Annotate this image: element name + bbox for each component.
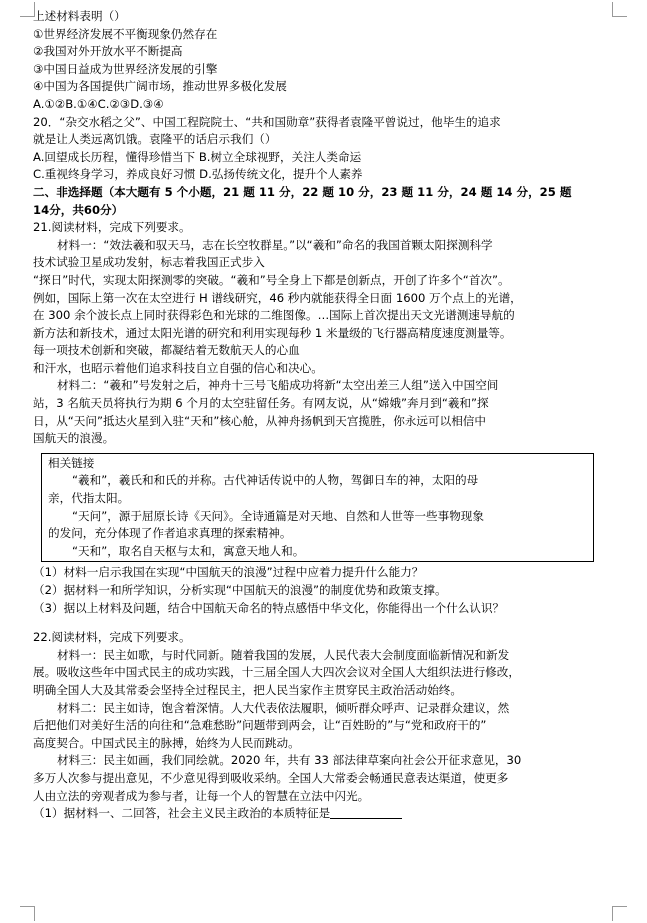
q22-title: 22.阅读材料，完成下列要求。 (33, 630, 191, 645)
q21-question: （2）据材料一和所学知识，分析实现“中国航天的浪漫”的制度优势和政策支撑。 (33, 583, 447, 597)
exam-content (33, 8, 613, 823)
q22-question (33, 805, 613, 823)
related-links-title: 相关链接 (48, 455, 95, 470)
q19-answers: A.①②B.①④C.②③D.③④ (33, 96, 164, 111)
q21-question: （3）据以上材料及问题，结合中国航天命名的特点感悟中华文化，你能得出一个什么认识？ (33, 600, 505, 615)
q21-material2-line: 国航天的浪漫。 (33, 431, 115, 446)
q21-title: 21.阅读材料，完成下列要求。 (33, 220, 191, 235)
section-heading: 14分，共60分） (33, 202, 124, 217)
q22-material1-line: 展。吸收这些年中国式民主的成功实践，十三届全国人大四次会议对全国人大组织法进行修改， (33, 665, 520, 680)
q19-stem: 上述材料表明（） (33, 9, 126, 23)
q19-option: ①世界经济发展不平衡现象仍然存在 (33, 26, 218, 41)
q19-option: ②我国对外开放水平不断提高 (33, 44, 183, 59)
q21-material2-line: 日，从“天问”抵达火星到入驻“天和”核心舱，从神舟扬帆到天宫揽胜，你永远可以相信中 (33, 413, 486, 428)
q21-material2-line: 站，3 名航天员将执行为期 6 个月的太空驻留任务。有网友说，从“嫦娥”奔月到“羲和”探 (33, 396, 489, 411)
section-heading: 二、非选择题（本大题有 5 个小题，21 题 11 分，22 题 10 分，23 题 11 分，24 题 14 分，25 题 (33, 184, 572, 199)
q21-material1-line: 在 300 余个波长点上同时获得彩色和光球的二维图像。…国际上首次提出天文光谱测速导航的 (33, 308, 515, 323)
related-links-line: 的发问，充分体现了作者追求真理的探索精神。 (48, 526, 292, 541)
q21-material1-line: 每一项技术创新和突破，都凝结着无数航天人的心血 (33, 343, 300, 358)
q20-option: A.回望成长历程，懂得珍惜当下 B.树立全球视野，关注人类命运 (33, 149, 362, 164)
q22-material2-line: 后把他们对美好生活的向往和“急难愁盼”问题带到两会，让“百姓盼的”与“党和政府干的” (33, 718, 487, 733)
q22-material2-line: 高度契合。中国式民主的脉搏，始终为人民而跳动。 (33, 735, 300, 750)
related-links-box (41, 453, 594, 563)
q22-material3-line: 多万人次参与提出意见，不少意见得到吸收采纳。全国人大常委会畅通民意表达渠道，使更多 (33, 770, 509, 785)
q21-material1-line: 材料一：“效法羲和驭天马，志在长空牧群星。”以“羲和”命名的我国首颗太阳探测科学 (57, 237, 493, 252)
q22-material1-line: 明确全国人大及其常委会坚持全过程民主，把人民当家作主贯穿民主政治活动始终。 (33, 682, 462, 697)
q19-option: ③中国日益成为世界经济发展的引擎 (33, 61, 218, 76)
q22-material1-line: 材料一：民主如歌，与时代同新。随着我国的发展，人民代表大会制度面临新情况和新发 (57, 647, 510, 662)
q21-material1-line: 和汗水，也昭示着他们追求科技自立自强的信心和决心。 (33, 360, 323, 375)
q22-question-text: （1）据材料一、二回答，社会主义民主政治的本质特征是 (33, 806, 331, 821)
q19-option: ④中国为各国提供广阔市场，推动世界多极化发展 (33, 79, 287, 94)
q22-material3-line: 材料三：民主如画，我们同绘就。2020 年，共有 33 部法律草案向社会公开征求意见，30 (57, 753, 522, 768)
q21-material1-line: 例如，国际上第一次在太空进行 H 谱线研究，46 秒内就能获得全日面 1600 万个点上的光谱， (33, 290, 522, 305)
related-links-line: “天和”，取名自天枢与太和，寓意天地人和。 (72, 543, 305, 558)
crop-mark-top-right (612, 2, 627, 17)
q21-material1-line: 技术试验卫星成功发射，标志着我国正式步入 (33, 255, 265, 270)
crop-mark-bottom-right (612, 906, 627, 921)
related-links-line: 亲，代指太阳。 (48, 491, 130, 506)
q21-material1-line: “探日”时代，实现太阳探测零的突破。“羲和”号全身上下都是创新点，开创了许多个“首次”。 (33, 272, 510, 287)
crop-mark-bottom-left (20, 906, 35, 921)
q21-material1-line: 新方法和新技术，通过太阳光谱的研究和利用实现每秒 1 米量级的飞行器高精度速度测量等。 (33, 325, 512, 340)
q21-question: （1）材料一启示我国在实现“中国航天的浪漫”过程中应着力提升什么能力？ (33, 565, 424, 580)
q21-material2-line: 材料二：“羲和”号发射之后，神舟十三号飞船成功将新“太空出差三人组”送入中国空间 (57, 378, 499, 393)
answer-blank (330, 806, 402, 819)
q20-stem: 20．“杂交水稻之父”、中国工程院院士、“共和国勋章”获得者袁隆平曾说过，他毕生的追求 (33, 114, 501, 129)
related-links-line: “羲和”，羲氏和和氏的并称。古代神话传说中的人物，驾御日车的神，太阳的母 (72, 473, 479, 488)
q22-material3-line: 人由立法的旁观者成为参与者，让每一个人的智慧在立法中闪光。 (33, 788, 370, 803)
q20-option: C.重视终身学习，养成良好习惯 D.弘扬传统文化，提升个人素养 (33, 167, 363, 182)
related-links-line: “天问”，源于屈原长诗《天问》。全诗通篇是对天地、自然和人世等一些事物现象 (72, 508, 484, 523)
q20-stem: 就是让人类远离饥饿。袁隆平的话启示我们（） (33, 132, 277, 147)
q22-material2-line: 材料二：民主如诗，饱含着深情。人大代表依法履职，倾听群众呼声、记录群众建议，然 (57, 700, 510, 715)
